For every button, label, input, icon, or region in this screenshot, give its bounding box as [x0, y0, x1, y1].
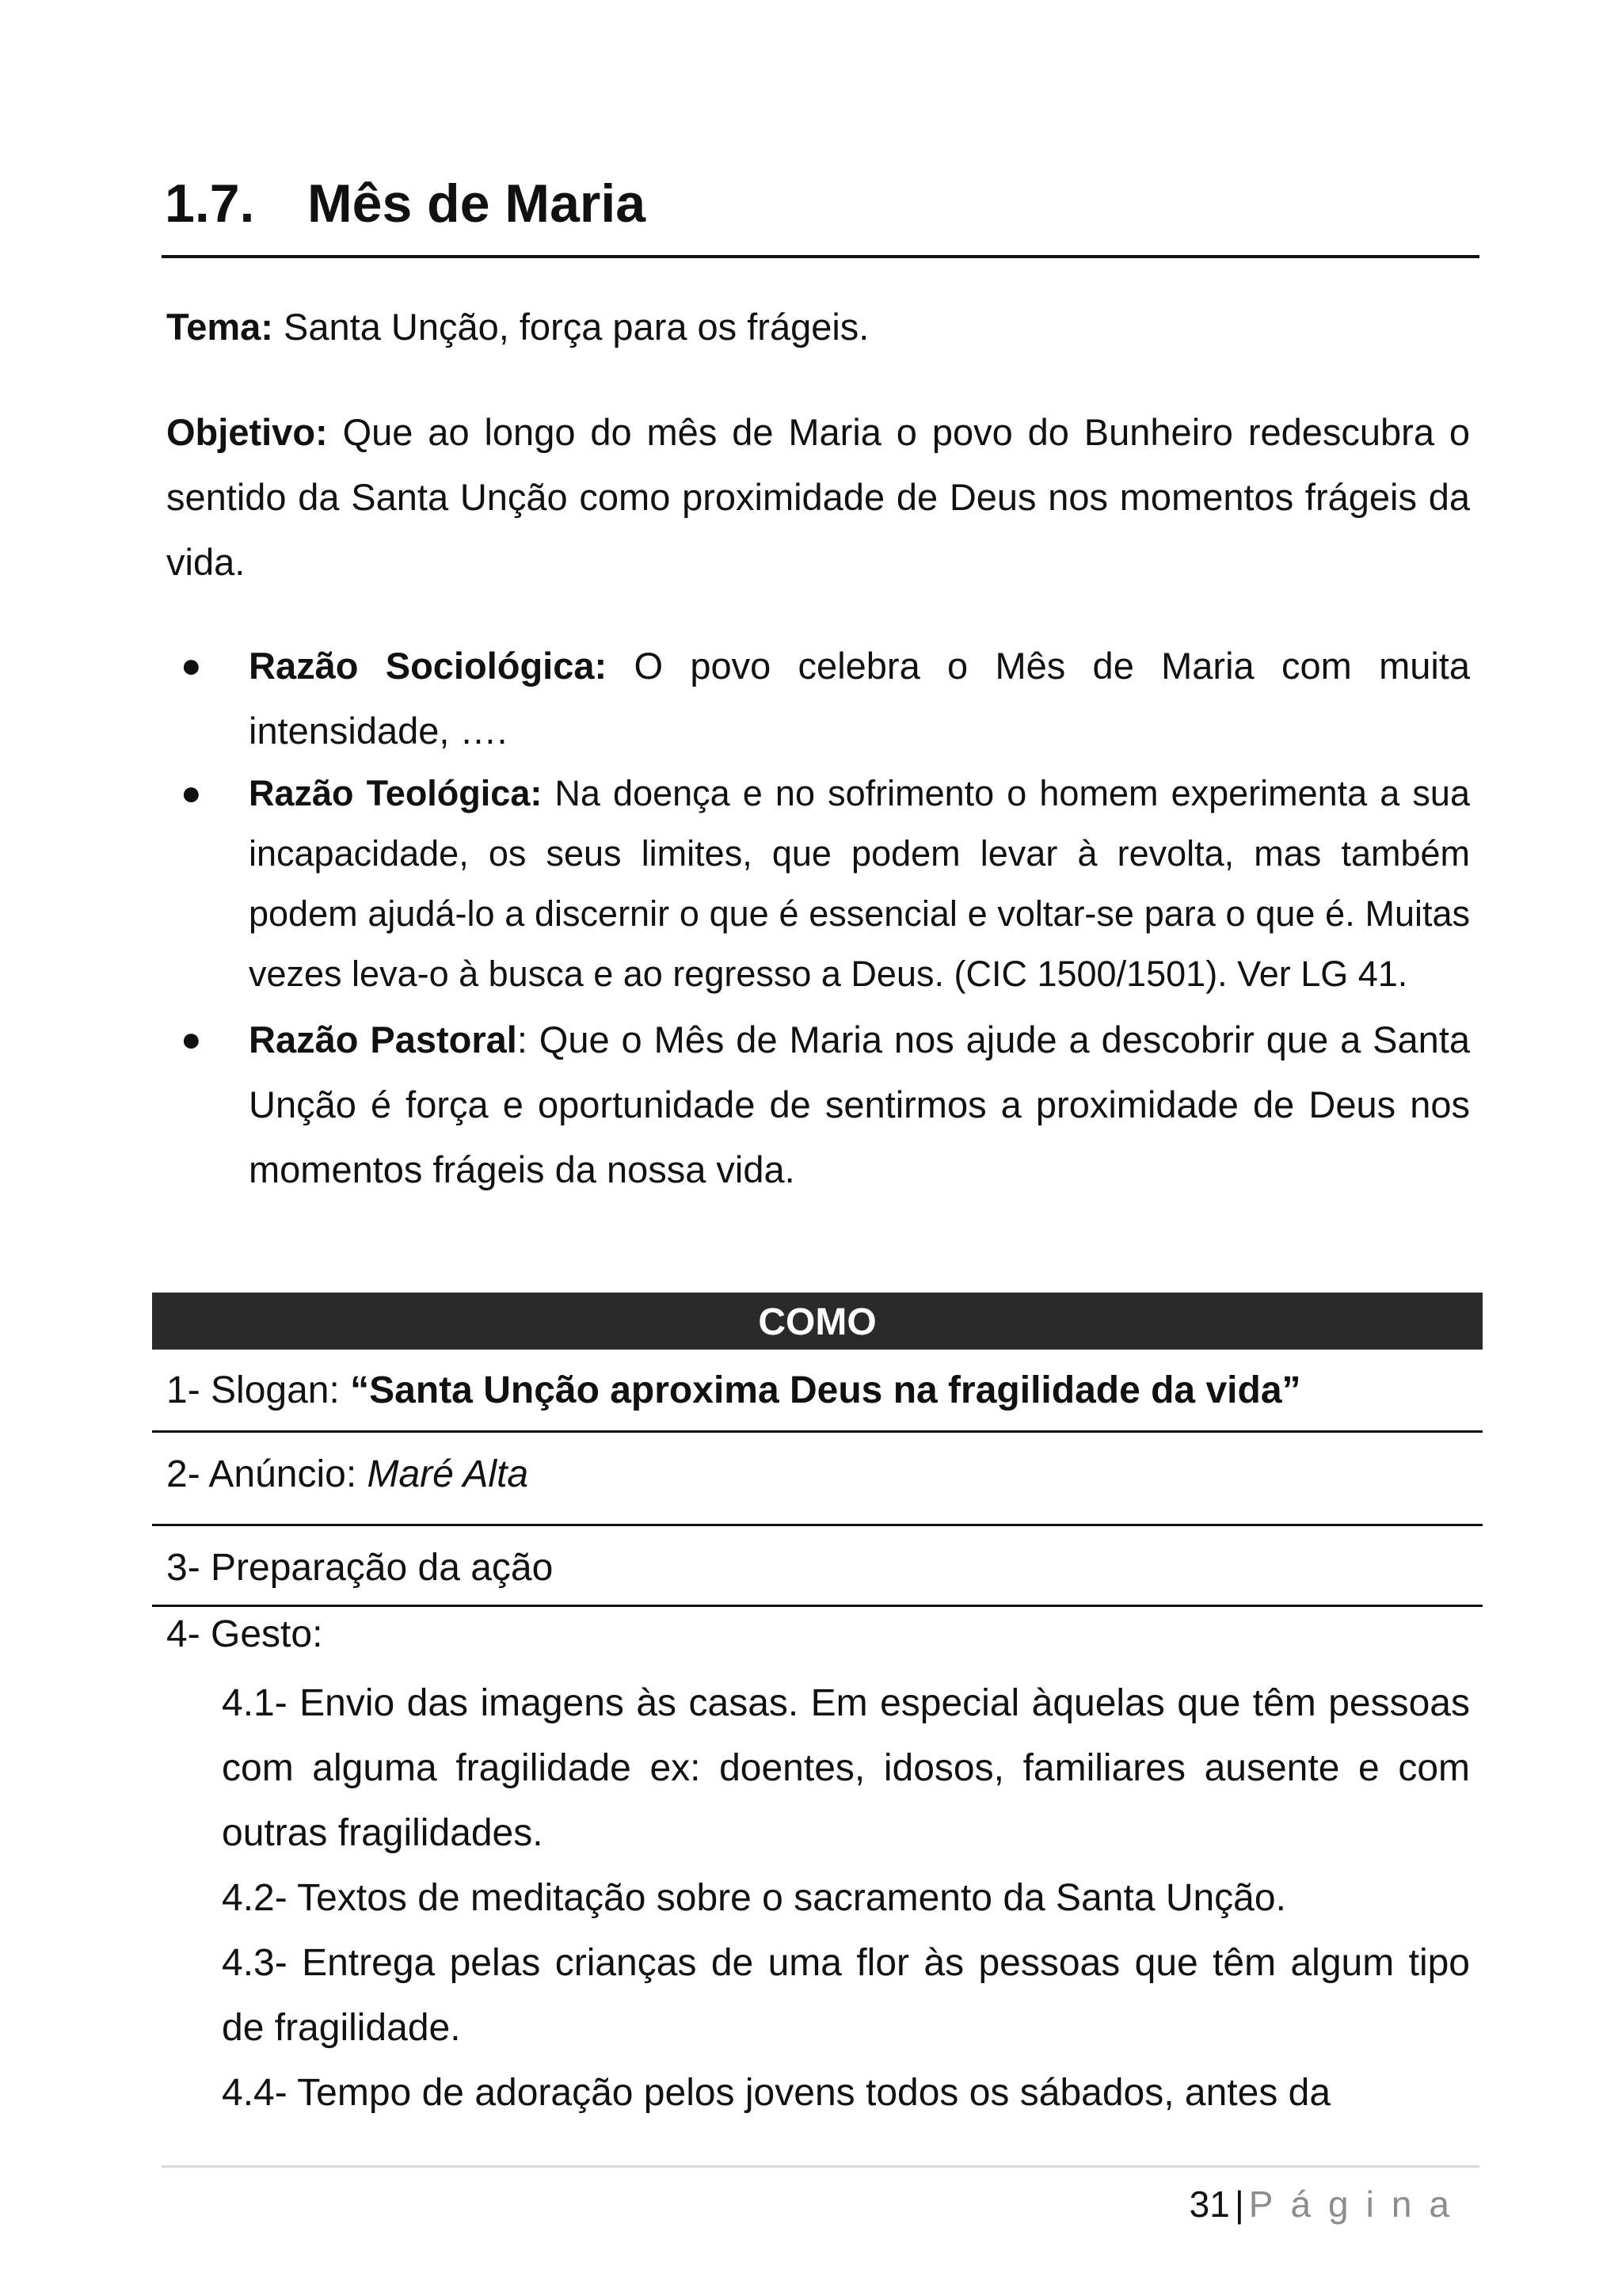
section-number: 1.7.	[165, 173, 255, 234]
footer-divider	[162, 2165, 1479, 2168]
bullet-icon: ●	[181, 646, 202, 685]
slogan-prefix: 1- Slogan:	[166, 1369, 351, 1411]
gesto-row	[152, 1603, 1483, 1666]
preparacao-text: 3- Preparação da ação	[166, 1547, 554, 1589]
objetivo-text: Que ao longo do mês de Maria o povo do Bunheiro redescubra o sentido da Santa Unção como proximidade de Deus nos momentos frágeis da vida.	[166, 411, 1470, 583]
preparacao-row	[152, 1536, 1483, 1600]
gesto-label: 4- Gesto:	[166, 1613, 323, 1655]
anuncio-row	[152, 1443, 1483, 1506]
row-divider	[152, 1430, 1483, 1433]
razao-text: : Que o Mês de Maria nos ajude a descobrir que a Santa Unção é força e oportunidade de sentirmos a proximidade de Deus nos momentos frágeis da nossa vida.	[249, 1019, 1471, 1190]
objetivo-paragraph	[166, 400, 1470, 595]
gesto-item: 4.3- Entrega pelas crianças de uma flor às pessoas que têm algum tipo de fragilidade.	[222, 1942, 1470, 2049]
slogan-row	[152, 1359, 1483, 1422]
objetivo-label: Objetivo:	[166, 411, 328, 453]
slogan-text: “Santa Unção aproxima Deus na fragilidade da vida”	[350, 1369, 1301, 1411]
section-heading	[165, 168, 1479, 239]
gesto-item: 4.2- Textos de meditação sobre o sacramento da Santa Unção.	[222, 1877, 1286, 1919]
page-footer	[950, 2176, 1467, 2232]
anuncio-text: Maré Alta	[367, 1453, 529, 1495]
tema-text: Santa Unção, força para os frágeis.	[272, 306, 870, 348]
footer-separator: |	[1234, 2184, 1244, 2225]
page-word: Página	[1248, 2184, 1467, 2225]
como-table-header: COMO	[152, 1293, 1483, 1350]
section-title: Mês de Maria	[307, 173, 646, 234]
heading-underline	[162, 255, 1479, 258]
gestos-list	[222, 1671, 1470, 2126]
razao-pastoral-item	[166, 1007, 1470, 1202]
razao-label: Razão Pastoral	[249, 1019, 517, 1060]
page-number: 31	[1189, 2184, 1230, 2225]
tema-label: Tema:	[166, 306, 273, 348]
bullet-icon: ●	[181, 1020, 202, 1059]
bullet-icon: ●	[181, 774, 202, 813]
razao-text: O povo celebra o Mês de Maria com muita intensidade, ….	[249, 645, 1470, 752]
razao-label: Razão Sociológica:	[249, 645, 607, 687]
razoes-list	[166, 634, 1470, 1202]
razao-text: Na doença e no sofrimento o homem experimenta a sua incapacidade, os seus limites, que podem levar à revolta, mas também podem ajudá-lo a discernir o que é essencial e voltar-se para o que é. Muitas vezes leva-o à busca e ao regresso a Deus. (CIC 1500/1501). Ver LG 41.	[249, 773, 1470, 994]
gesto-item: 4.4- Tempo de adoração pelos jovens todos os sábados, antes da	[222, 2072, 1331, 2114]
gesto-item: 4.1- Envio das imagens às casas. Em especial àquelas que têm pessoas com alguma fragilidade ex: doentes, idosos, familiares ausente e com outras fragilidades.	[222, 1682, 1470, 1854]
tema-paragraph	[166, 295, 1470, 360]
row-divider	[152, 1524, 1483, 1526]
razao-teologica-item	[166, 763, 1470, 1004]
razao-sociologica-item	[166, 634, 1470, 763]
anuncio-prefix: 2- Anúncio:	[166, 1453, 367, 1495]
razao-label: Razão Teológica:	[249, 773, 543, 813]
